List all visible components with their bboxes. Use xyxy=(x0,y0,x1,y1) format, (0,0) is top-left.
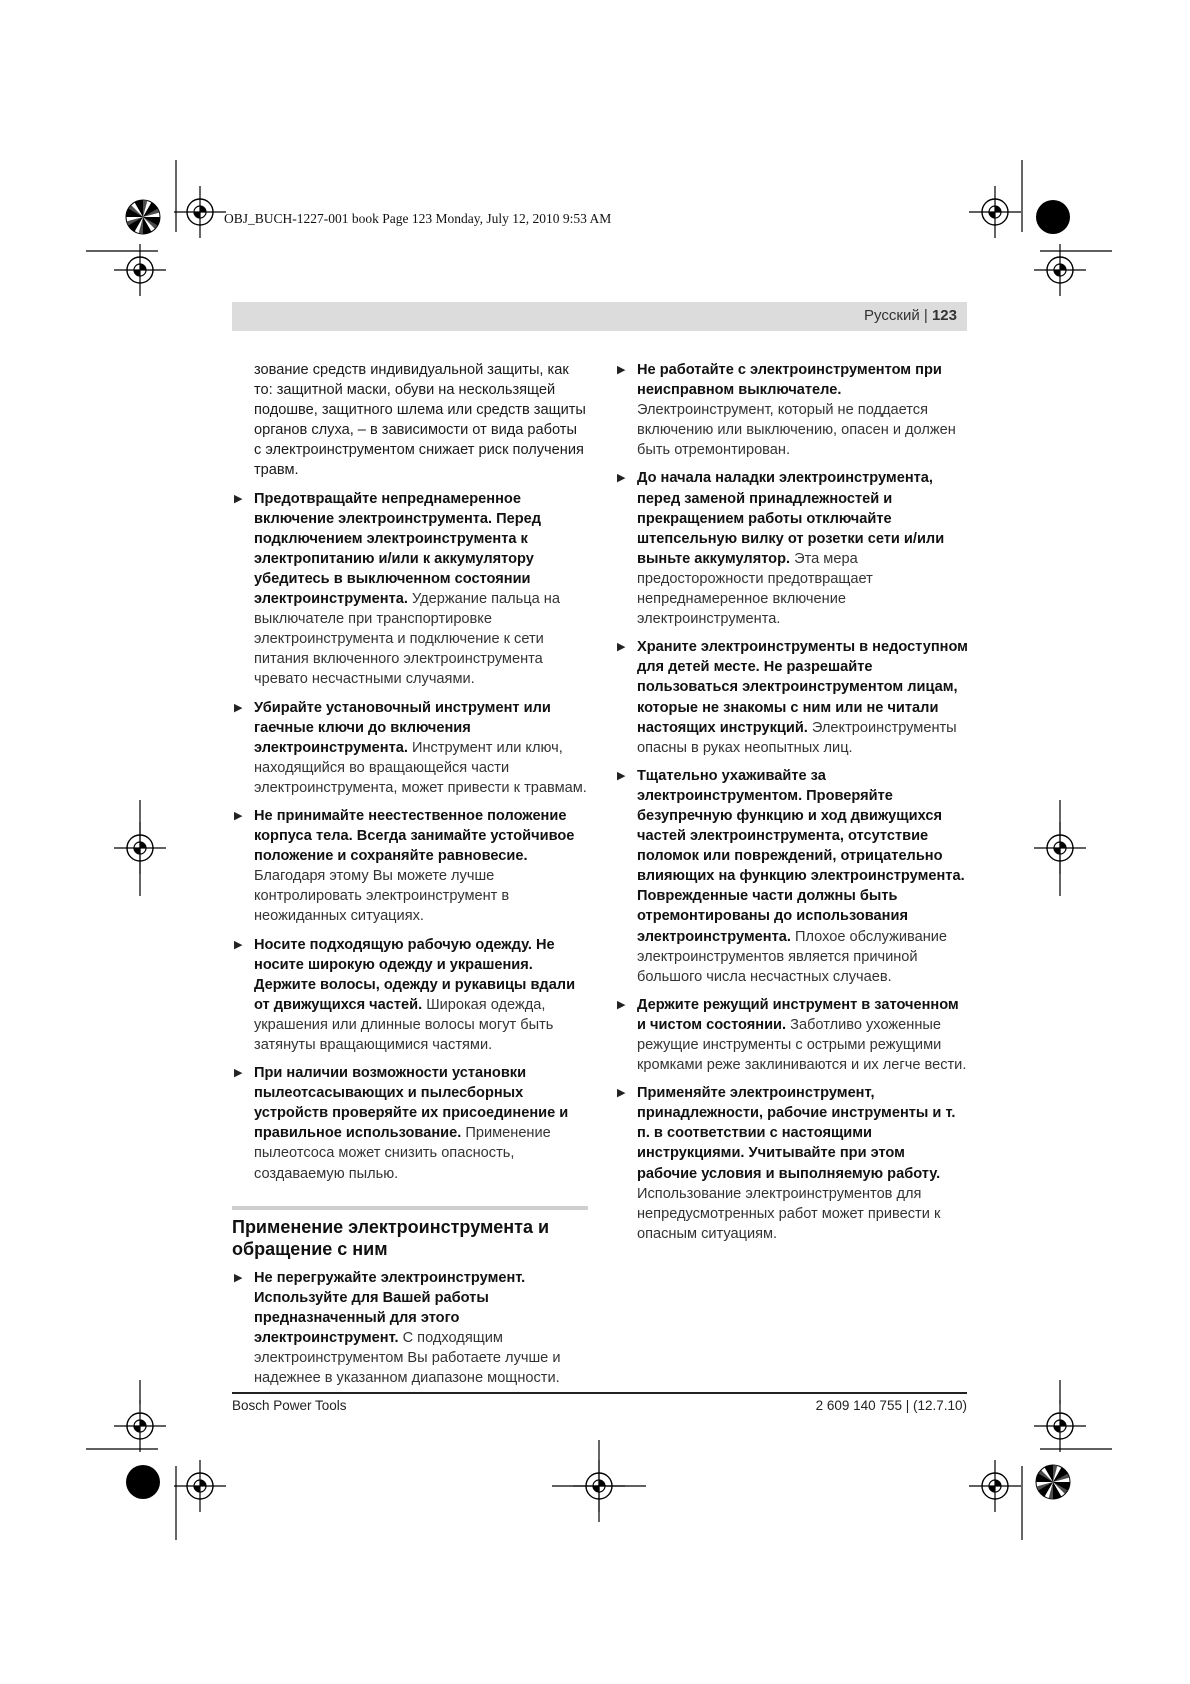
instruction-bold: Предотвращайте непреднамеренное включение электроинструмента. Перед подключением электроинструмента к электропитанию и/или к аккумулятору убедитесь в выключенном состоянии электроинструмента. xyxy=(254,490,542,608)
instruction-bold: Не работайте с электроинструментом при неисправном выключателе. xyxy=(637,362,942,399)
registration-mark-left-lower xyxy=(114,1400,166,1452)
section-heading: Применение электроинструмента и обращение с ним xyxy=(232,1216,550,1259)
instruction-text: Благодаря этому Вы можете лучше контролировать электроинструмент в неожиданных ситуациях. xyxy=(254,868,510,925)
safety-instruction xyxy=(232,1063,588,1184)
header-language: Русский xyxy=(864,307,920,324)
safety-instruction xyxy=(615,1083,968,1244)
instruction-text: Электроинструменты опасны в руках неопытных лиц. xyxy=(637,719,957,756)
section-divider xyxy=(232,1206,588,1210)
registration-mark-top-left xyxy=(174,186,226,238)
instruction-bold: Тщательно ухаживайте за электроинструментом. Проверяйте безупречную функцию и ход движущихся частей электроинструмента, отсутствие поломок или повреждений, отрицательно влияющих на функцию электроинструмента. Поврежденные части должны быть отремонтированы до использования электроинструмента. xyxy=(637,767,965,945)
registration-mark-bottom-right xyxy=(969,1460,1021,1512)
safety-instruction xyxy=(232,1268,588,1389)
instruction-text: Применение пылеотсоса может снизить опасность, создаваемую пылью. xyxy=(254,1125,551,1182)
instruction-text: Заботливо ухоженные режущие инструменты с острыми режущими кромками реже заклиниваются и их легче вести. xyxy=(637,1016,967,1074)
bullet-triangle-icon: ▶ xyxy=(617,364,626,376)
instruction-bold: До начала наладки электроинструмента, перед заменой принадлежностей и прекращением работы отключайте штепсельную вилку от розетки сети и/или выньте аккумулятор. xyxy=(637,470,945,567)
safety-instruction xyxy=(615,766,968,987)
instruction-text: Использование электроинструментов для непредусмотренных работ может привести к опасным ситуациям. xyxy=(637,1185,941,1242)
instruction-bold: Не перегружайте электроинструмент. Используйте для Вашей работы предназначенный для этого электроинструмент. xyxy=(254,1269,526,1346)
instruction-text: Плохое обслуживание электроинструментов является причиной большого числа несчастных случаев. xyxy=(637,928,948,985)
safety-instruction xyxy=(615,468,968,629)
color-wheel-top-right xyxy=(1036,200,1070,234)
header-separator: | xyxy=(923,307,928,324)
bullet-triangle-icon: ▶ xyxy=(617,998,626,1011)
safety-instruction xyxy=(232,935,588,1056)
page-header xyxy=(232,302,967,331)
registration-mark-top-right xyxy=(969,186,1021,238)
registration-mark-right-lower xyxy=(1034,1400,1086,1452)
instruction-text: Удержание пальца на выключателе при транспортировке электроинструмента и подключение к сети питания включенного электроинструмента чревато несчастными случаями. xyxy=(254,591,560,688)
instruction-bold: Применяйте электроинструмент, принадлежности, рабочие инструменты и т. п. в соответствии с настоящими инструкциями. Учитывайте при этом рабочие условия и выполняемую работу. xyxy=(637,1085,956,1182)
color-wheel-bottom-left xyxy=(126,1465,160,1499)
bullet-triangle-icon: ▶ xyxy=(234,809,243,822)
footer-divider xyxy=(232,1392,967,1394)
registration-mark-left-upper xyxy=(114,244,166,296)
safety-instruction xyxy=(615,995,968,1075)
safety-instruction xyxy=(232,698,588,798)
bullet-triangle-icon: ▶ xyxy=(234,938,243,951)
safety-instruction xyxy=(232,489,588,690)
right-column xyxy=(615,360,968,1252)
header-label xyxy=(864,307,957,324)
instruction-bold: При наличии возможности установки пылеотсасывающих и пылесборных устройств проверяйте их присоединение и правильное использование. xyxy=(254,1065,569,1142)
instruction-bold: Храните электроинструменты в недоступном для детей месте. Не разрешайте пользоваться электроинструментом лицам, которые не знакомы с ним или не читали настоящих инструкций. xyxy=(637,639,968,736)
instruction-bold: Держите режущий инструмент в заточенном и чистом состоянии. xyxy=(637,996,959,1033)
page-number: 123 xyxy=(931,307,957,324)
bullet-triangle-icon: ▶ xyxy=(617,1087,626,1100)
left-column xyxy=(232,360,588,1396)
continued-paragraph: зование средств индивидуальной защиты, как то: защитной маски, обуви на нескользящей подошве, защитного шлема или средств защиты органов слуха, – в зависимости от вида работы с электроинструментом снижает риск получения травм. xyxy=(254,362,586,479)
safety-instruction xyxy=(615,637,968,758)
color-wheel-bottom-right xyxy=(1036,1465,1070,1499)
registration-mark-bottom-left xyxy=(174,1460,226,1512)
footer-doc-info: 2 609 140 755 | (12.7.10) xyxy=(815,1398,967,1413)
bullet-triangle-icon: ▶ xyxy=(234,492,243,505)
bullet-triangle-icon: ▶ xyxy=(617,472,626,485)
instruction-text: С подходящим электроинструментом Вы работаете лучше и надежнее в указанном диапазоне мощности. xyxy=(254,1329,561,1387)
instruction-bold: Носите подходящую рабочую одежду. Не носите широкую одежду и украшения. Держите волосы, одежду и рукавицы вдали от движущихся частей. xyxy=(254,936,576,1013)
bullet-triangle-icon: ▶ xyxy=(234,701,243,714)
footer-brand: Bosch Power Tools xyxy=(232,1398,347,1413)
instruction-text: Эта мера предосторожности предотвращает непреднамеренное включение электроинструмента. xyxy=(637,550,873,628)
instruction-text: Инструмент или ключ, находящийся во вращающейся части электроинструмента, может привести к травмам. xyxy=(254,739,587,796)
bullet-triangle-icon: ▶ xyxy=(617,641,626,654)
bullet-triangle-icon: ▶ xyxy=(234,1067,243,1080)
bullet-triangle-icon: ▶ xyxy=(617,769,626,782)
instruction-bold: Не принимайте неестественное положение корпуса тела. Всегда занимайте устойчивое положение и сохраняйте равновесие. xyxy=(254,807,575,865)
bullet-triangle-icon: ▶ xyxy=(234,1271,243,1284)
color-wheel-top-left xyxy=(126,200,160,234)
instruction-text: Электроинструмент, который не поддается включению или выключению, опасен и должен быть отремонтирован. xyxy=(637,402,956,459)
safety-instruction xyxy=(615,360,968,460)
registration-mark-right-upper xyxy=(1034,244,1086,296)
safety-instruction xyxy=(232,806,588,927)
print-slug: OBJ_BUCH-1227-001 book Page 123 Monday, July 12, 2010 9:53 AM xyxy=(224,211,612,226)
instruction-text: Широкая одежда, украшения или длинные волосы могут быть затянуты вращающимися частями. xyxy=(254,996,554,1053)
instruction-bold: Убирайте установочный инструмент или гаечные ключи до включения электроинструмента. xyxy=(254,699,551,756)
